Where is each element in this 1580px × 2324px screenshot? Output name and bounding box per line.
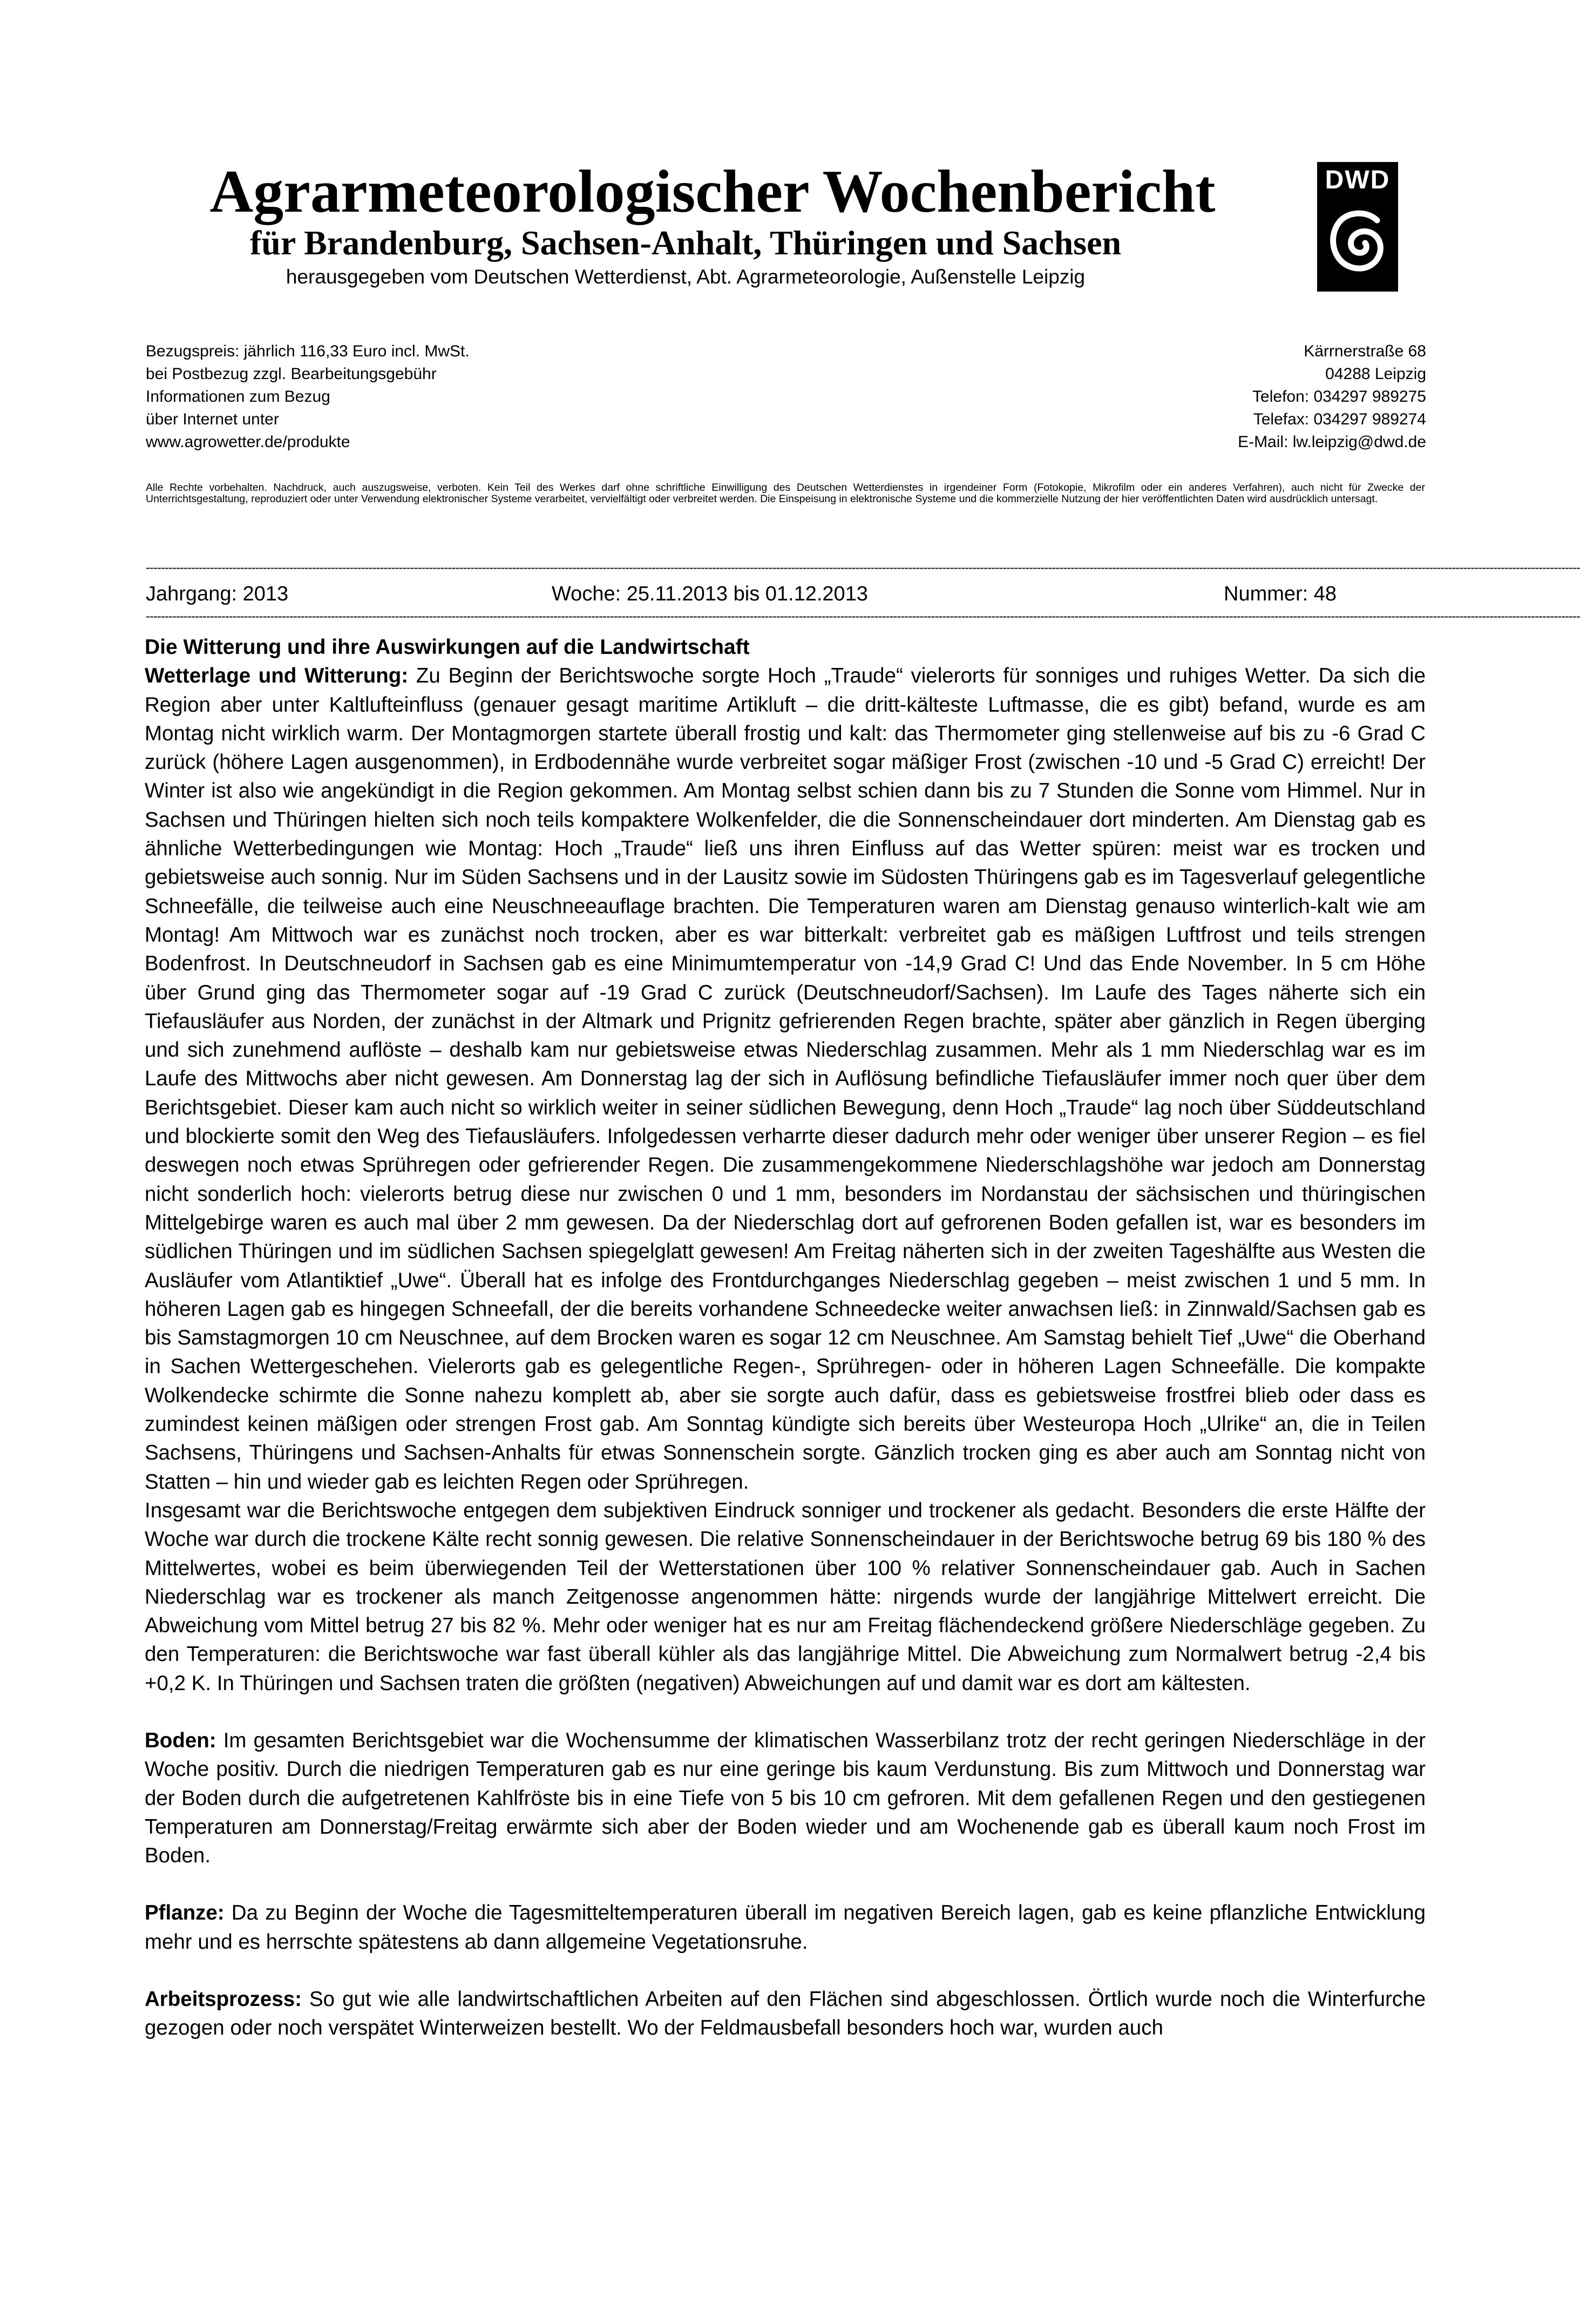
copyright-notice: Alle Rechte vorbehalten. Nachdruck, auch auszugsweise, verboten. Kein Teil des Werkes darf ohne schriftliche Einwilligung des Deutschen Wetterdienstes in irgendeiner Form (Fotokopie, Mikrofilm oder ein anderes Verfahren), auch nicht für Zwecke der Unterrichtsgestaltung, reproduziert oder unter Verwendung elektronischer Systeme verarbeitet, vervielfältigt oder verbreitet werden. Die Einspeisung in elektronische Systeme und die kommerzielle Nutzung der hier veröffentlichten Daten wird ausdrücklich untersagt.	[146, 482, 1425, 505]
plant-label: Pflanze:	[145, 1901, 225, 1925]
info-line: www.agrowetter.de/produkte	[146, 433, 350, 451]
soil-paragraph	[145, 1726, 1426, 1870]
contact-info	[994, 340, 1426, 454]
weather-label: Wetterlage und Witterung:	[145, 664, 409, 688]
separator-top: --------------------------------------------------------------------------------------------------------------------------------------------------------------------------------------------------------------------------------------------------------------------------------------------------------------------------------------------------------------------------------------------	[146, 560, 1580, 575]
info-line: Bezugspreis: jährlich 116,33 Euro incl. MwSt.	[146, 342, 470, 360]
report-title: Agrarmeteorologischer Wochenbericht	[209, 158, 1216, 225]
issue-number: Nummer: 48	[1224, 583, 1337, 605]
email: E-Mail: lw.leipzig@dwd.de	[1238, 433, 1426, 451]
dwd-spiral-logo-icon	[1325, 204, 1390, 280]
plant-paragraph	[145, 1899, 1426, 1956]
soil-text: Im gesamten Berichtsgebiet war die Wochensumme der klimatischen Wasserbilanz trotz der recht geringen Niederschläge in der Woche positiv. Durch die niedrigen Temperaturen gab es nur eine geringe bis kaum Verdunstung. Bis zum Mittwoch und Donnerstag war der Boden durch die aufgetretenen Kahlfröste bis in eine Tiefe von 5 bis 10 cm gefroren. Mit dem gefallenen Regen und den gestiegenen Temperaturen am Donnerstag/Freitag erwärmte sich aber der Boden wieder und am Wochenende gab es überall kaum noch Frost im Boden.	[145, 1728, 1426, 1868]
weather-paragraph	[145, 661, 1426, 1496]
info-line: bei Postbezug zzgl. Bearbeitungsgebühr	[146, 365, 437, 383]
summary-paragraph: Insgesamt war die Berichtswoche entgegen dem subjektiven Eindruck sonniger und trockener als gedacht. Besonders die erste Hälfte der Woche war durch die trockene Kälte recht sonnig gewesen. Die relative Sonnenscheindauer in der Berichtswoche betrug 69 bis 180 % des Mittelwertes, wobei es beim überwiegenden Teil der Wetterstationen über 100 % relativer Sonnenscheindauer gab. Auch in Sachen Niederschlag war es trockener als manch Zeitgenosse angenommen hätte: nirgends wurde der langjährige Mittelwert erreicht. Die Abweichung vom Mittel betrug 27 bis 82 %. Mehr oder weniger hat es nur am Freitag flächendeckend größere Niederschläge gegeben. Zu den Temperaturen: die Berichtswoche war fast überall kühler als das langjährige Mittel. Die Abweichung zum Normalwert betrug -2,4 bis +0,2 K. In Thüringen und Sachsen traten die größten (negativen) Abweichungen auf und damit war es dort am kältesten.	[145, 1498, 1426, 1695]
phone: Telefon: 034297 989275	[1252, 388, 1426, 406]
report-body	[145, 633, 1426, 2307]
report-subtitle: für Brandenburg, Sachsen-Anhalt, Thüringen und Sachsen	[249, 224, 1122, 262]
issue-meta	[146, 578, 1387, 610]
section-title: Die Witterung und ihre Auswirkungen auf die Landwirtschaft	[145, 636, 750, 659]
weather-text: Zu Beginn der Berichtswoche sorgte Hoch „Traude“ vielerorts für sonniges und ruhiges Wetter. Da sich die Region aber unter Kaltlufteinfluss (genauer gesagt maritime Artikluft – die dritt-kälteste Luftmasse, die es gibt) befand, wurde es am Montag nicht wirklich warm. Der Montagmorgen startete überall frostig und kalt: das Thermometer ging stellenweise auf bis zu -6 Grad C zurück (höhere Lagen ausgenommen), in Erdbodennähe wurde verbreitet sogar mäßiger Frost (zwischen -10 und -5 Grad C) erreicht! Der Winter ist also wie angekündigt in die Region gekommen. Am Montag selbst schien dann bis zu 7 Stunden die Sonne vom Himmel. Nur in Sachsen und Thüringen hielten sich noch teils kompaktere Wolkenfelder, die die Sonnenscheindauer dort minderten. Am Dienstag gab es ähnliche Wetterbedingungen wie Montag: Hoch „Traude“ ließ uns ihren Einfluss auf das Wetter spüren: meist war es trocken und gebietsweise auch sonnig. Nur im Süden Sachsens und in der Lausitz sowie im Südosten Thüringens gab es im Tagesverlauf gelegentliche Schneefälle, die teilweise auch eine Neuschneeauflage brachten. Die Temperaturen waren am Dienstag genauso winterlich-kalt wie am Montag! Am Mittwoch war es zunächst noch trocken, aber es war bitterkalt: verbreitet gab es mäßigen Luftfrost und teils strengen Bodenfrost. In Deutschneudorf in Sachsen gab es eine Minimumtemperatur von -14,9 Grad C! Und das Ende November. In 5 cm Höhe über Grund ging das Thermometer sogar auf -19 Grad C zurück (Deutschneudorf/Sachsen). Im Laufe des Tages näherte sich ein Tiefausläufer aus Norden, der zunächst in der Altmark und Prignitz gefrierenden Regen brachte, später aber gänzlich in Regen überging und sich zunehmend auflöste – deshalb kam nur gebietsweise etwas Niederschlag zusammen. Mehr als 1 mm Niederschlag war es im Laufe des Mittwochs aber nicht gewesen. Am Donnerstag lag der sich in Auflösung befindliche Tiefausläufer immer noch quer über dem Berichtsgebiet. Dieser kam auch nicht so wirklich weiter in seiner südlichen Bewegung, denn Hoch „Traude“ lag noch über Süddeutschland und blockierte somit den Weg des Tiefausläufers. Infolgedessen verharrte dieser dadurch mehr oder weniger über unserer Region – es fiel deswegen noch etwas Sprühregen oder gefrierender Regen. Die zusammengekommene Niederschlagshöhe war jedoch am Donnerstag nicht sonderlich hoch: vielerorts betrug diese nur zwischen 0 und 1 mm, besonders im Nordanstau der sächsischen und thüringischen Mittelgebirge waren es auch mal über 2 mm gewesen. Da der Niederschlag dort auf gefrorenen Boden gefallen ist, war es besonders im südlichen Thüringen und im südlichen Sachsen spiegelglatt gewesen! Am Freitag näherten sich in der zweiten Tageshälfte aus Westen die Ausläufer vom Atlantiktief „Uwe“. Überall hat es infolge des Frontdurchganges Niederschlag gegeben – meist zwischen 1 und 5 mm. In höheren Lagen gab es hingegen Schneefall, der die bereits vorhandene Schneedecke weiter anwachsen ließ: in Zinnwald/Sachsen gab es bis Samstagmorgen 10 cm Neuschnee, auf dem Brocken waren es sogar 12 cm Neuschnee. Am Samstag behielt Tief „Uwe“ die Oberhand in Sachen Wettergeschehen. Vielerorts gab es gelegentliche Regen-, Sprühregen- oder in höheren Lagen Schneefälle. Die kompakte Wolkendecke schirmte die Sonne nahezu komplett ab, aber sie sorgte auch dafür, dass es gebietsweise frostfrei blieb oder dass es zumindest keinen mäßigen oder strengen Frost gab. Am Sonntag kündigte sich bereits über Westeuropa Hoch „Ulrike“ an, die in Teilen Sachsens, Thüringens und Sachsen-Anhalts für etwas Sonnenschein sorgte. Gänzlich trocken ging es aber auch am Sonntag nicht von Statten – hin und wieder gab es leichten Regen oder Sprühregen.	[145, 664, 1426, 1494]
fax: Telefax: 034297 989274	[1253, 410, 1426, 428]
info-line: über Internet unter	[146, 410, 279, 428]
week-range: Woche: 25.11.2013 bis 01.12.2013	[552, 583, 868, 605]
work-text: So gut wie alle landwirtschaftlichen Arbeiten auf den Flächen sind abgeschlossen. Örtlich wurde noch die Winterfurche gezogen oder noch verspätet Winterweizen bestellt. Wo der Feldmausbefall besonders hoch war, wurden auch	[145, 1988, 1426, 2040]
logo-text: DWD	[1325, 166, 1391, 194]
work-label: Arbeitsprozess:	[145, 1988, 302, 2011]
subscription-info	[146, 340, 794, 454]
volume: Jahrgang: 2013	[146, 583, 289, 605]
plant-text: Da zu Beginn der Woche die Tagesmitteltemperaturen überall im negativen Bereich lagen, gab es keine pflanzliche Entwicklung mehr und es herrschte spätestens ab dann allgemeine Vegetationsruhe.	[145, 1901, 1426, 1954]
work-paragraph	[145, 1985, 1426, 2043]
publisher-line: herausgegeben vom Deutschen Wetterdienst, Abt. Agrarmeteorologie, Außenstelle Leipzig	[286, 266, 1086, 288]
separator-bottom: --------------------------------------------------------------------------------------------------------------------------------------------------------------------------------------------------------------------------------------------------------------------------------------------------------------------------------------------------------------------------------------------	[146, 609, 1580, 624]
dwd-logo	[1317, 162, 1398, 292]
address-city: 04288 Leipzig	[1325, 365, 1426, 383]
info-line: Informationen zum Bezug	[146, 388, 330, 406]
soil-label: Boden:	[145, 1728, 216, 1752]
address-street: Kärrnerstraße 68	[1304, 342, 1426, 360]
